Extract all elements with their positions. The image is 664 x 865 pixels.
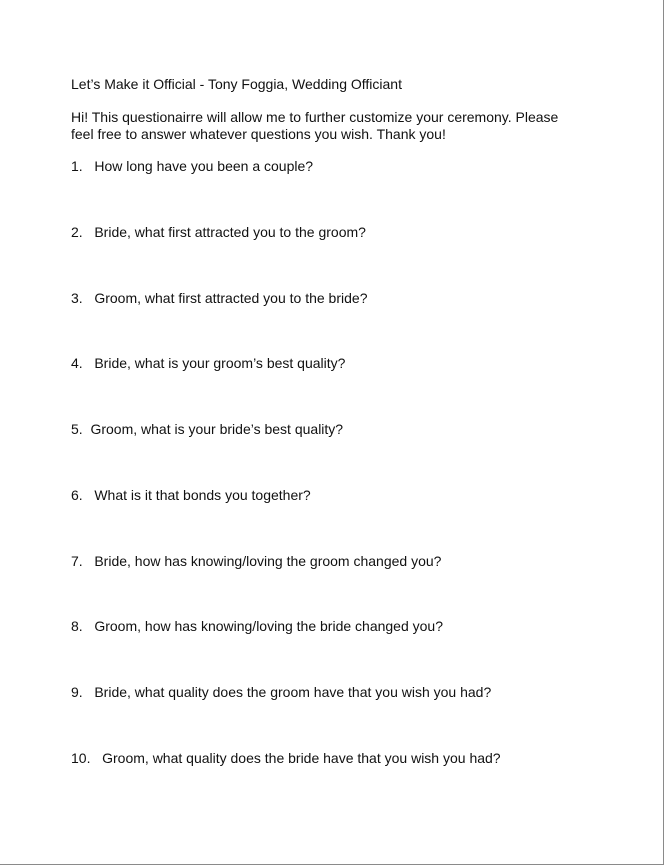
question-7: 7. Bride, how has knowing/loving the groom changed you? (71, 553, 442, 569)
question-1: 1. How long have you been a couple? (71, 158, 314, 174)
question-5: 5. Groom, what is your bride’s best quality? (71, 421, 344, 437)
question-10: 10. Groom, what quality does the bride have that you wish you had? (71, 750, 501, 766)
intro-line: Hi! This questionairre will allow me to further customize your ceremony. Please (71, 109, 559, 125)
question-9: 9. Bride, what quality does the groom have that you wish you had? (71, 684, 492, 700)
intro-paragraph (71, 109, 591, 143)
question-6: 6. What is it that bonds you together? (71, 487, 311, 503)
question-4: 4. Bride, what is your groom’s best quality? (71, 355, 346, 371)
intro-line: feel free to answer whatever questions you wish. Thank you! (71, 126, 446, 142)
document-title: Let’s Make it Official - Tony Foggia, Wedding Officiant (71, 76, 402, 92)
question-8: 8. Groom, how has knowing/loving the bride changed you? (71, 618, 444, 634)
question-3: 3. Groom, what first attracted you to the bride? (71, 290, 368, 306)
question-2: 2. Bride, what first attracted you to the groom? (71, 224, 366, 240)
